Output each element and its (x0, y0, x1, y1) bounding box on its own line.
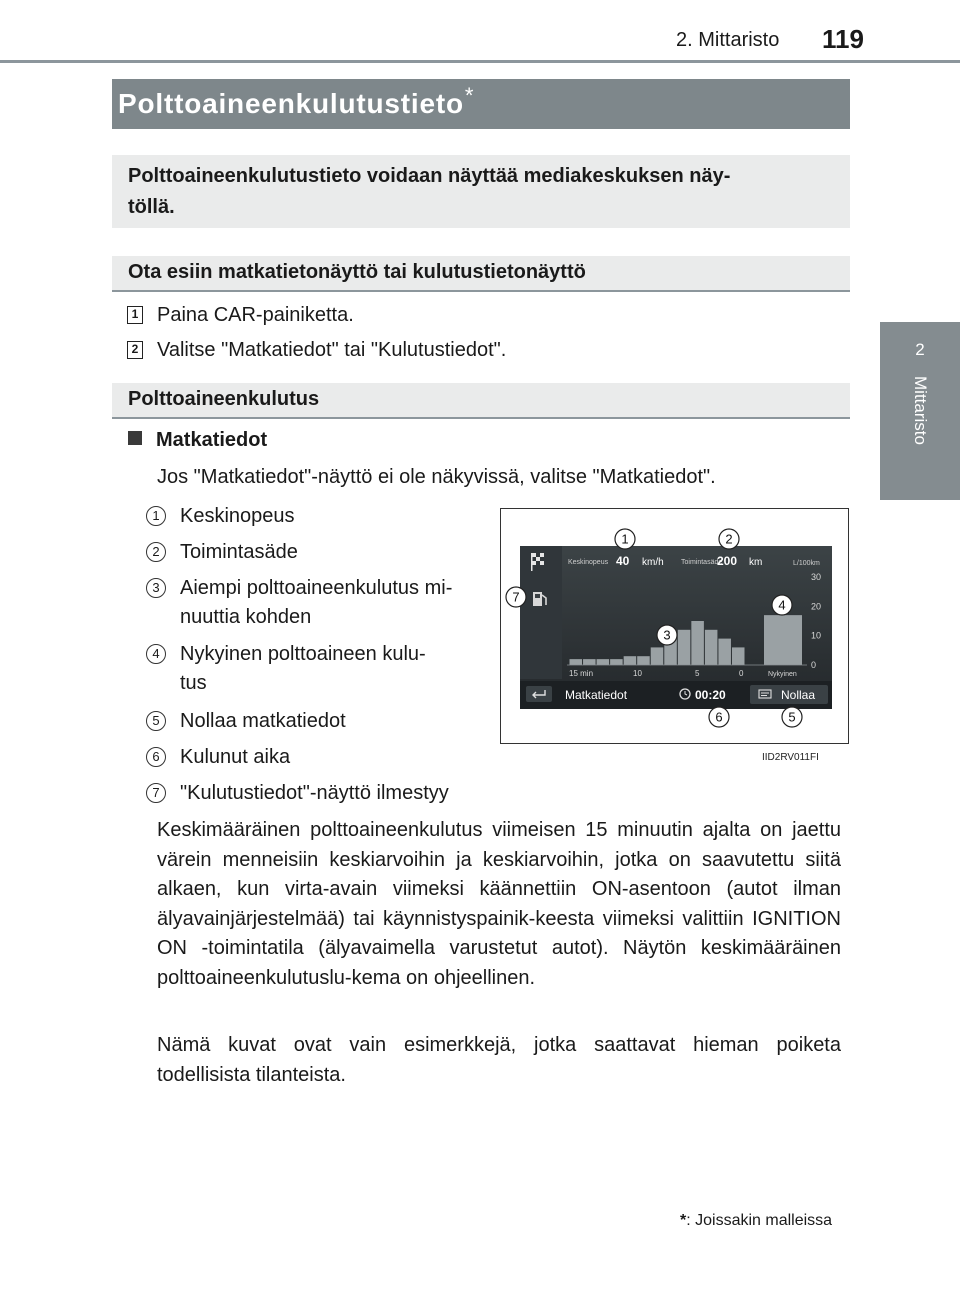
section-heading-display: Ota esiin matkatietonäyttö tai kulutustietonäyttö (112, 256, 850, 292)
screen-consumption-unit: L/100km (793, 560, 820, 567)
callout-number: 1 (621, 531, 629, 547)
item-number-5: 5 (146, 711, 166, 731)
history-bar (705, 630, 718, 665)
intro-box: Polttoaineenkulutustieto voidaan näyttää mediakeskuksen näy- töllä. (112, 155, 850, 228)
step-number-1: 1 (127, 306, 143, 324)
history-bar (691, 621, 704, 665)
item-text-1: Keskinopeus (180, 505, 295, 527)
page-title (112, 79, 850, 129)
callout-number: 2 (725, 531, 733, 547)
footnote-text: : Joissakin malleissa (686, 1212, 833, 1229)
history-bar (583, 659, 596, 665)
paragraph-explanation: Keskimääräinen polttoaineenkulutus viimeisen 15 minuutin ajalta on jaettu värein menneisiin keskiarvoihin ja keskiarvoihin, jotka on saavutettu siitä alkaen, kun virta-avain viimeksi käännettiin ON-asentoon (autot ilman älyavainjärjestelmää) tai käynnistyspainik-keesta viimeksi valittiin IGNITION ON -toimintatila (älyavaimella varustetut autot). Näytön keskimääräinen polttoaineenkulutuslu-kema on ohjeellinen. (157, 819, 841, 989)
item-text-3: Aiempi polttoaineenkulutus mi- nuuttia kohden (180, 577, 453, 628)
screen-avg-speed-value: 40 (616, 554, 630, 568)
figure-code: IID2RV011FI (762, 752, 819, 763)
sidebar-strip (520, 546, 562, 679)
x-tick-label: 5 (695, 669, 700, 678)
history-bar (570, 659, 583, 665)
side-tab-label-wrap (880, 376, 960, 445)
page-title-text: Polttoaineenkulutustieto (118, 88, 464, 119)
callout-number: 5 (788, 709, 796, 725)
history-bar (732, 647, 745, 665)
side-tab-label: Mittaristo (911, 376, 930, 445)
chapter-title: 2. Mittaristo (676, 29, 780, 51)
history-bar (718, 639, 731, 665)
callout-number: 3 (663, 627, 671, 643)
callout-number: 7 (512, 589, 520, 605)
y-tick-label: 0 (811, 660, 817, 670)
step-text-1: Paina CAR-painiketta. (157, 304, 354, 326)
current-label: Nykyinen (768, 671, 797, 678)
item-number-2: 2 (146, 542, 166, 562)
item-text-5: Nollaa matkatiedot (180, 710, 346, 732)
item-number-3: 3 (146, 578, 166, 598)
screen-avg-speed-label: Keskinopeus (568, 559, 609, 566)
item-text-2: Toimintasäde (180, 541, 298, 563)
history-bar (678, 630, 691, 665)
item-text-4: Nykyinen polttoaineen kulu- tus (180, 643, 426, 694)
item-number-1: 1 (146, 506, 166, 526)
square-bullet-icon (128, 431, 142, 445)
header-rule (0, 60, 960, 63)
screen-range-label: Toimintasäde (681, 559, 723, 566)
screen-elapsed-time: 00:20 (695, 688, 726, 702)
screen-range-value: 200 (717, 554, 738, 568)
step-number-2: 2 (127, 341, 143, 359)
x-tick-label: 10 (633, 669, 642, 678)
screen-range-unit: km (749, 557, 763, 568)
x-tick-label: 15 min (569, 669, 594, 678)
figure-frame (500, 508, 849, 744)
current-consumption-bar (764, 615, 802, 665)
section-heading-consumption: Polttoaineenkulutus (112, 383, 850, 419)
footnote-star: * (680, 1212, 687, 1229)
y-tick-label: 10 (811, 630, 822, 641)
screen-reset-label: Nollaa (781, 688, 816, 702)
callout-number: 6 (715, 709, 723, 725)
history-bar (610, 659, 623, 665)
trip-info-screen-illustration (501, 509, 847, 742)
back-arrow-icon (526, 686, 552, 702)
history-bar (597, 659, 610, 665)
side-tab-number: 2 (915, 340, 925, 359)
page-number: 119 (822, 24, 864, 54)
item-number-7: 7 (146, 783, 166, 803)
subheading-text: Matkatiedot (156, 429, 268, 451)
sub-intro: Jos "Matkatiedot"-näyttö ei ole näkyvissä, valitse "Matkatiedot". (157, 466, 716, 488)
subheading (128, 429, 267, 452)
item-number-4: 4 (146, 644, 166, 664)
y-tick-label: 20 (811, 601, 822, 612)
footnote (680, 1212, 832, 1230)
paragraph-disclaimer: Nämä kuvat ovat vain esimerkkejä, jotka saattavat hieman poiketa todellisista tilanteista. (157, 1034, 841, 1086)
step-text-2: Valitse "Matkatiedot" tai "Kulutustiedot". (157, 339, 507, 361)
callout-number: 4 (778, 597, 786, 613)
y-tick-label: 30 (811, 572, 822, 582)
item-number-6: 6 (146, 747, 166, 767)
history-bar (624, 656, 637, 665)
x-tick-label: 0 (739, 669, 744, 678)
item-text-7: "Kulutustiedot"-näyttö ilmestyy (180, 782, 449, 804)
screen-bottom-title: Matkatiedot (565, 688, 628, 702)
item-text-6: Kulunut aika (180, 746, 291, 768)
title-star: * (464, 82, 475, 108)
history-bar (651, 647, 664, 665)
screen-avg-speed-unit: km/h (642, 557, 664, 568)
history-bar (637, 656, 650, 665)
